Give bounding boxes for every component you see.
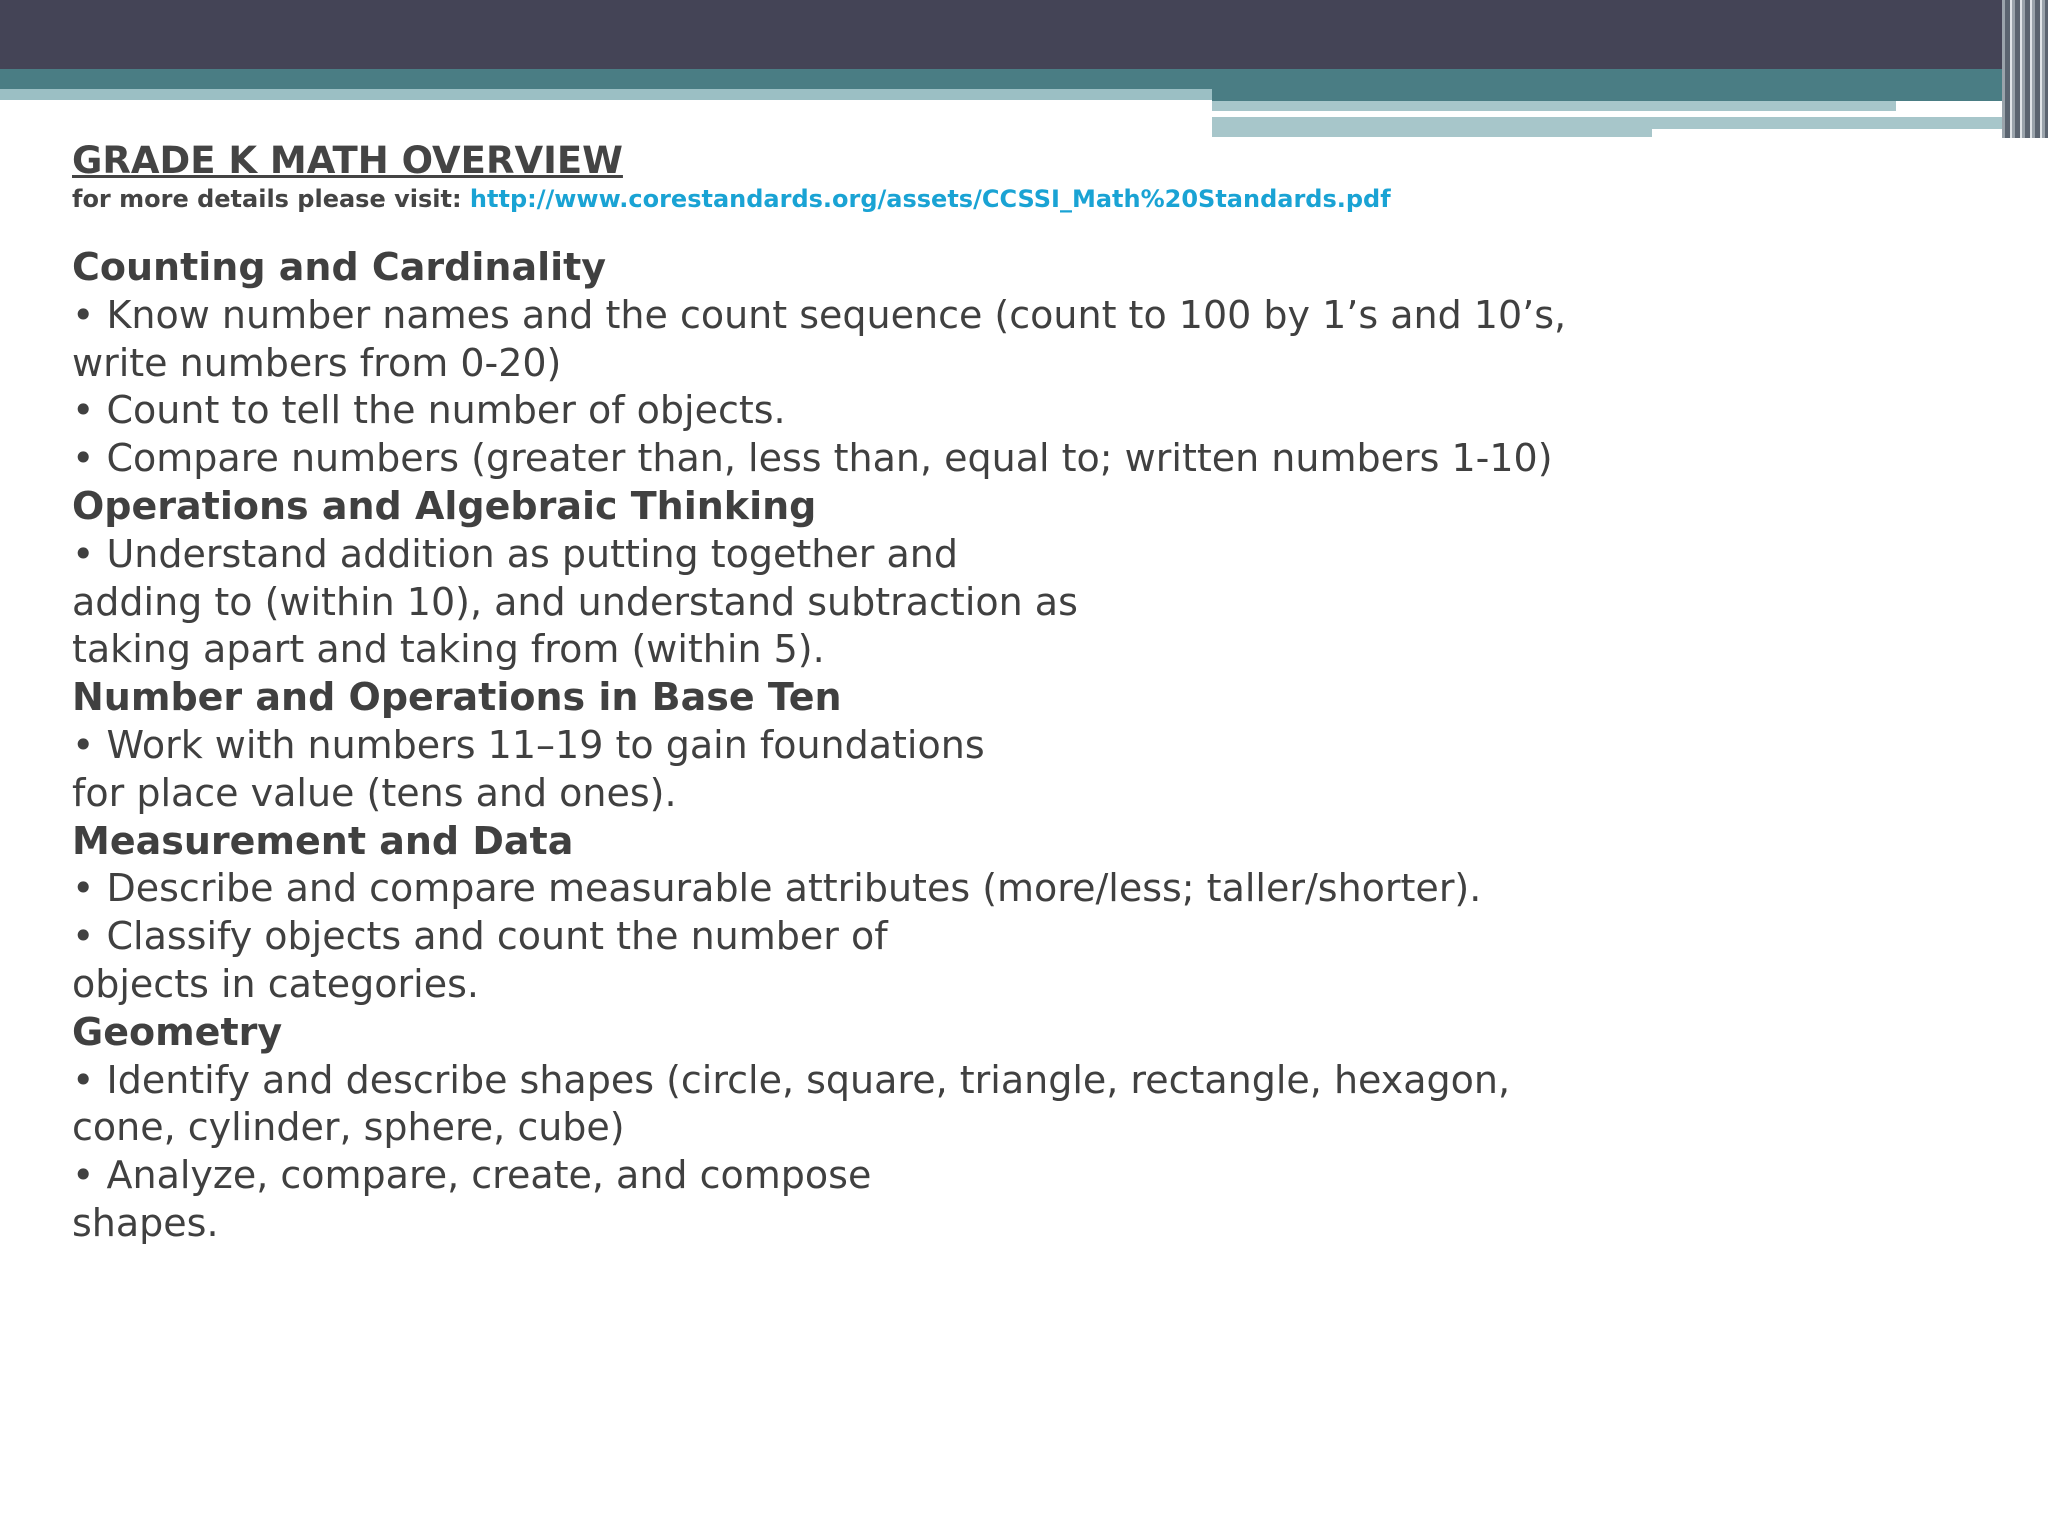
section-heading: Geometry xyxy=(72,1009,283,1054)
standard-line: cone, cylinder, sphere, cube) xyxy=(72,1105,625,1150)
standards-list xyxy=(72,244,1672,1248)
standard-line: adding to (within 10), and understand subtraction as xyxy=(72,579,1078,624)
decorative-stripes xyxy=(2002,0,2048,138)
standard-line: • Count to tell the number of objects. xyxy=(72,388,786,433)
section-heading: Counting and Cardinality xyxy=(72,245,607,289)
standard-line: • Classify objects and count the number of xyxy=(72,914,888,959)
details-label: for more details please visit: xyxy=(72,185,470,213)
accent-bar-light-right-lower xyxy=(1212,117,1652,137)
header-band xyxy=(0,0,2048,69)
accent-bar-light xyxy=(0,89,1212,100)
standard-line: shapes. xyxy=(72,1200,219,1245)
slide-title: GRADE K MATH OVERVIEW xyxy=(72,139,623,182)
standard-line: objects in categories. xyxy=(72,961,479,1006)
standard-line: • Identify and describe shapes (circle, square, triangle, rectangle, hexagon, xyxy=(72,1057,1511,1102)
standard-line: • Know number names and the count sequence (count to 100 by 1’s and 10’s, xyxy=(72,292,1567,337)
accent-bar-teal xyxy=(0,69,1212,89)
standard-line: • Describe and compare measurable attributes (more/less; taller/shorter). xyxy=(72,866,1482,911)
standard-line: • Analyze, compare, create, and compose xyxy=(72,1153,872,1198)
section-heading: Operations and Algebraic Thinking xyxy=(72,483,817,528)
section-heading: Measurement and Data xyxy=(72,818,574,863)
standard-line: • Compare numbers (greater than, less than, equal to; written numbers 1-10) xyxy=(72,436,1553,481)
accent-bar-teal-right xyxy=(1212,69,2048,101)
standard-line: for place value (tens and ones). xyxy=(72,770,677,815)
standard-line: • Work with numbers 11–19 to gain foundations xyxy=(72,722,985,767)
details-line xyxy=(72,184,1672,214)
slide-content xyxy=(72,138,1672,1248)
standard-line: taking apart and taking from (within 5). xyxy=(72,627,825,672)
standards-link[interactable]: http://www.corestandards.org/assets/CCSSI_Math%20Standards.pdf xyxy=(469,185,1391,213)
standard-line: • Understand addition as putting together and xyxy=(72,531,958,576)
accent-bar-light-right-end xyxy=(1652,117,2002,129)
section-heading: Number and Operations in Base Ten xyxy=(72,675,842,720)
standard-line: write numbers from 0-20) xyxy=(72,340,562,385)
accent-bar-light-right xyxy=(1212,101,1896,111)
